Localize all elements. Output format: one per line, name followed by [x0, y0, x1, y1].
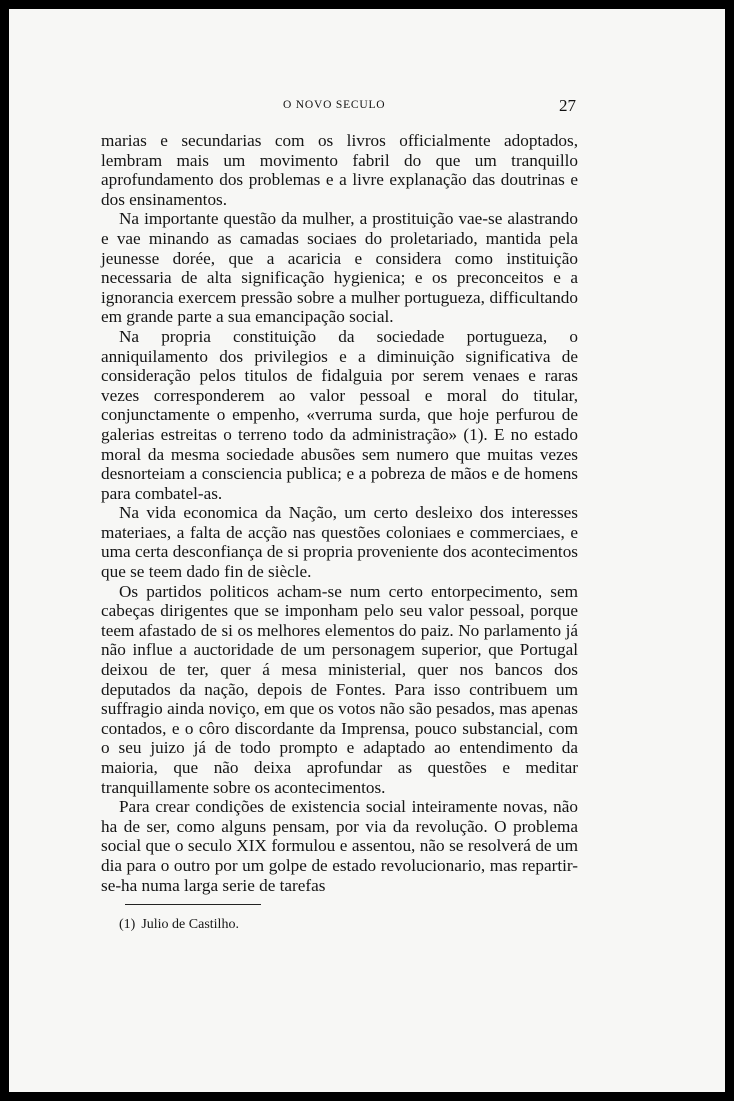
footnote-rule [125, 904, 261, 905]
paragraph: Na propria constituição da sociedade portugueza, o anniquilamento dos privilegios e a diminuição significativa de consideração pelos titulos de fidalguia por serem venaes e raras vezes corresponderem ao valor pessoal e moral do titular, conjunctamente o empenho, «verruma surda, que hoje perfurou de galerias estreitas o terreno todo da administração» (1). E no estado moral da mesma sociedade abusões sem numero que muitas vezes desnorteiam a consciencia publica; e a pobreza de mãos e de homens para combatel-as. [101, 326, 578, 503]
footnote [119, 917, 245, 933]
running-title: O NOVO SECULO [283, 99, 386, 111]
paragraph: Para crear condições de existencia social inteiramente novas, não ha de ser, como alguns pensam, por via da revolução. O problema social que o seculo XIX formulou e assentou, não se resolverá de um dia para o outro por um golpe de estado revolucionario, mas repartir-se-ha numa larga serie de tarefas [101, 797, 578, 895]
page-header [9, 97, 725, 117]
page-number: 27 [559, 96, 576, 115]
body-text [101, 131, 578, 895]
footnote-marker: (1) [119, 917, 136, 932]
paragraph: marias e secundarias com os livros officialmente adoptados, lembram mais um movimento fabril do que um tranquillo aprofundamento dos problemas e a livre explanação das doutrinas e dos ensinamentos. [101, 131, 578, 209]
footnote-text: Julio de Castilho. [141, 917, 239, 932]
paragraph: Os partidos politicos acham-se num certo entorpecimento, sem cabeças dirigentes que se imponham pelo seu valor pessoal, porque teem afastado de si os melhores elementos do paiz. No parlamento já não influe a auctoridade de um personagem superior, que Portugal deixou de ter, quer á mesa ministerial, quer nos bancos dos deputados da nação, depois de Fontes. Para isso contribuem um suffragio ainda noviço, em que os votos não são pesados, mas apenas contados, e o côro discordante da Imprensa, pouco substancial, com o seu juizo já de todo prompto e adaptado ao entendimento da maioria, que não deixa aprofundar as questões e meditar tranquillamente sobre os acontecimentos. [101, 581, 578, 797]
book-page [9, 9, 725, 1092]
paragraph: Na vida economica da Nação, um certo desleixo dos interesses materiaes, a falta de acção nas questões coloniaes e commerciaes, e uma certa desconfiança de si propria proveniente dos acontecimentos que se teem dado fin de siècle. [101, 503, 578, 582]
paragraph: Na importante questão da mulher, a prostituição vae-se alastrando e vae minando as camadas sociaes do proletariado, mantida pela jeunesse dorée, que a acaricia e considera como instituição necessaria de alta significação hygienica; e os preconceitos e a ignorancia exercem pressão sobre a mulher portugueza, difficultando em grande parte a sua emancipação social. [101, 209, 578, 327]
